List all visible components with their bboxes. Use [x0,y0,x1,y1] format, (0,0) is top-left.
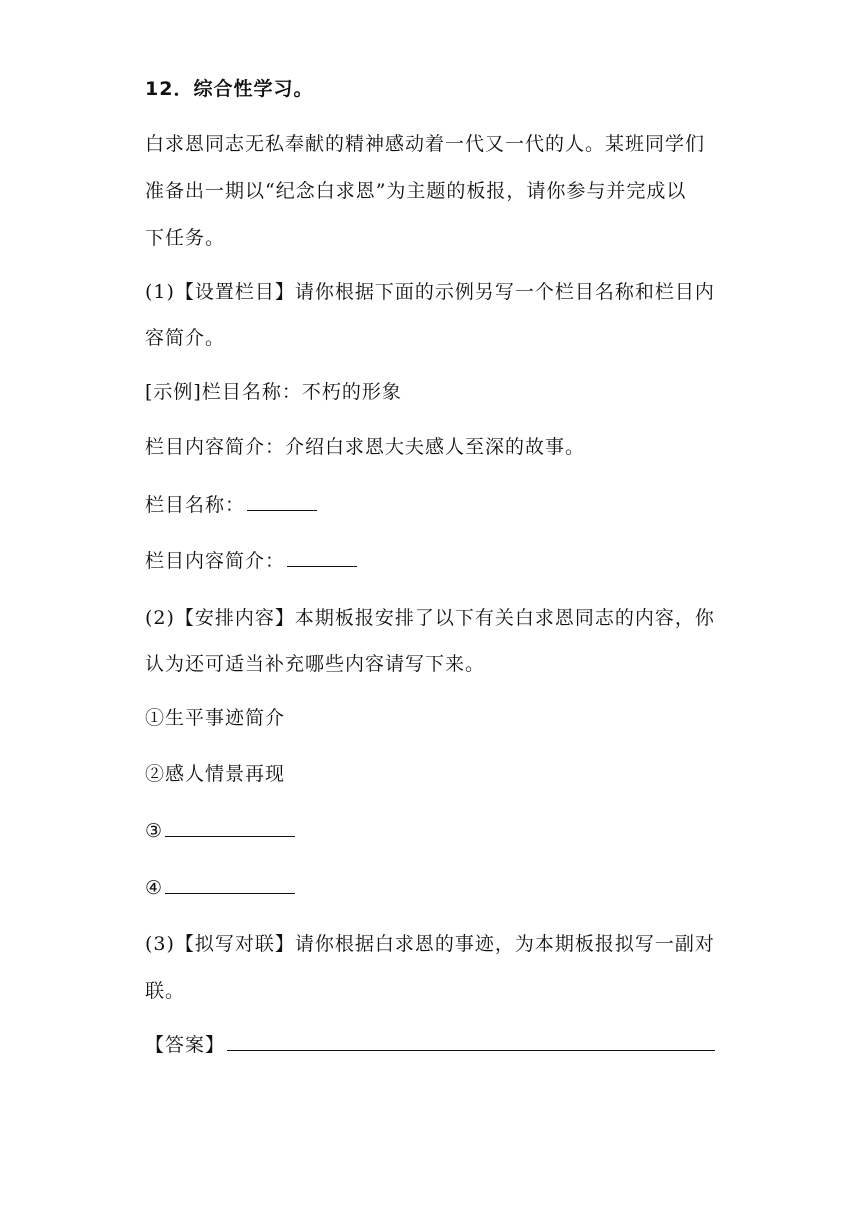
answer-blank[interactable] [227,1049,715,1051]
column-name-label: 栏目名称： [145,494,246,516]
content-item-4-blank[interactable] [165,892,295,894]
intro-line-1: 白求恩同志无私奉献的精神感动着一代又一代的人。某班同学们 [145,133,706,155]
part3-line-1: (3)【拟写对联】请你根据白求恩的事迹，为本期板报拟写一副对 [145,933,715,955]
part1-line-2: 容简介。 [145,327,226,349]
content-item-3-blank[interactable] [165,835,295,837]
column-intro-label: 栏目内容简介： [145,550,286,572]
content-item-3-row [145,822,295,841]
part2-line-2: 认为还可适当补充哪些内容请写下来。 [145,653,486,675]
content-item-2: ②感人情景再现 [145,763,286,785]
example-column-intro: 栏目内容简介：介绍白求恩大夫感人至深的故事。 [145,436,586,458]
example-column-name: [示例]栏目名称：不朽的形象 [145,381,402,403]
answer-row [145,1036,715,1055]
content-item-4-row [145,879,295,898]
part3-line-2: 联。 [145,980,186,1002]
part2-line-1: (2)【安排内容】本期板报安排了以下有关白求恩同志的内容，你 [145,607,715,629]
part1-line-1: (1)【设置栏目】请你根据下面的示例另写一个栏目名称和栏目内 [145,281,715,303]
column-intro-row [145,552,357,571]
intro-line-2: 准备出一期以“纪念白求恩”为主题的板报，请你参与并完成以 [145,180,687,202]
answer-label: 【答案】 [145,1034,226,1056]
content-item-1: ①生平事迹简介 [145,707,286,729]
column-intro-blank[interactable] [287,565,357,567]
intro-line-3: 下任务。 [145,227,226,249]
column-name-row [145,496,317,515]
question-heading: 12．综合性学习。 [145,78,314,100]
content-item-3-marker: ③ [145,820,164,842]
content-item-4-marker: ④ [145,877,164,899]
column-name-blank[interactable] [247,509,317,511]
